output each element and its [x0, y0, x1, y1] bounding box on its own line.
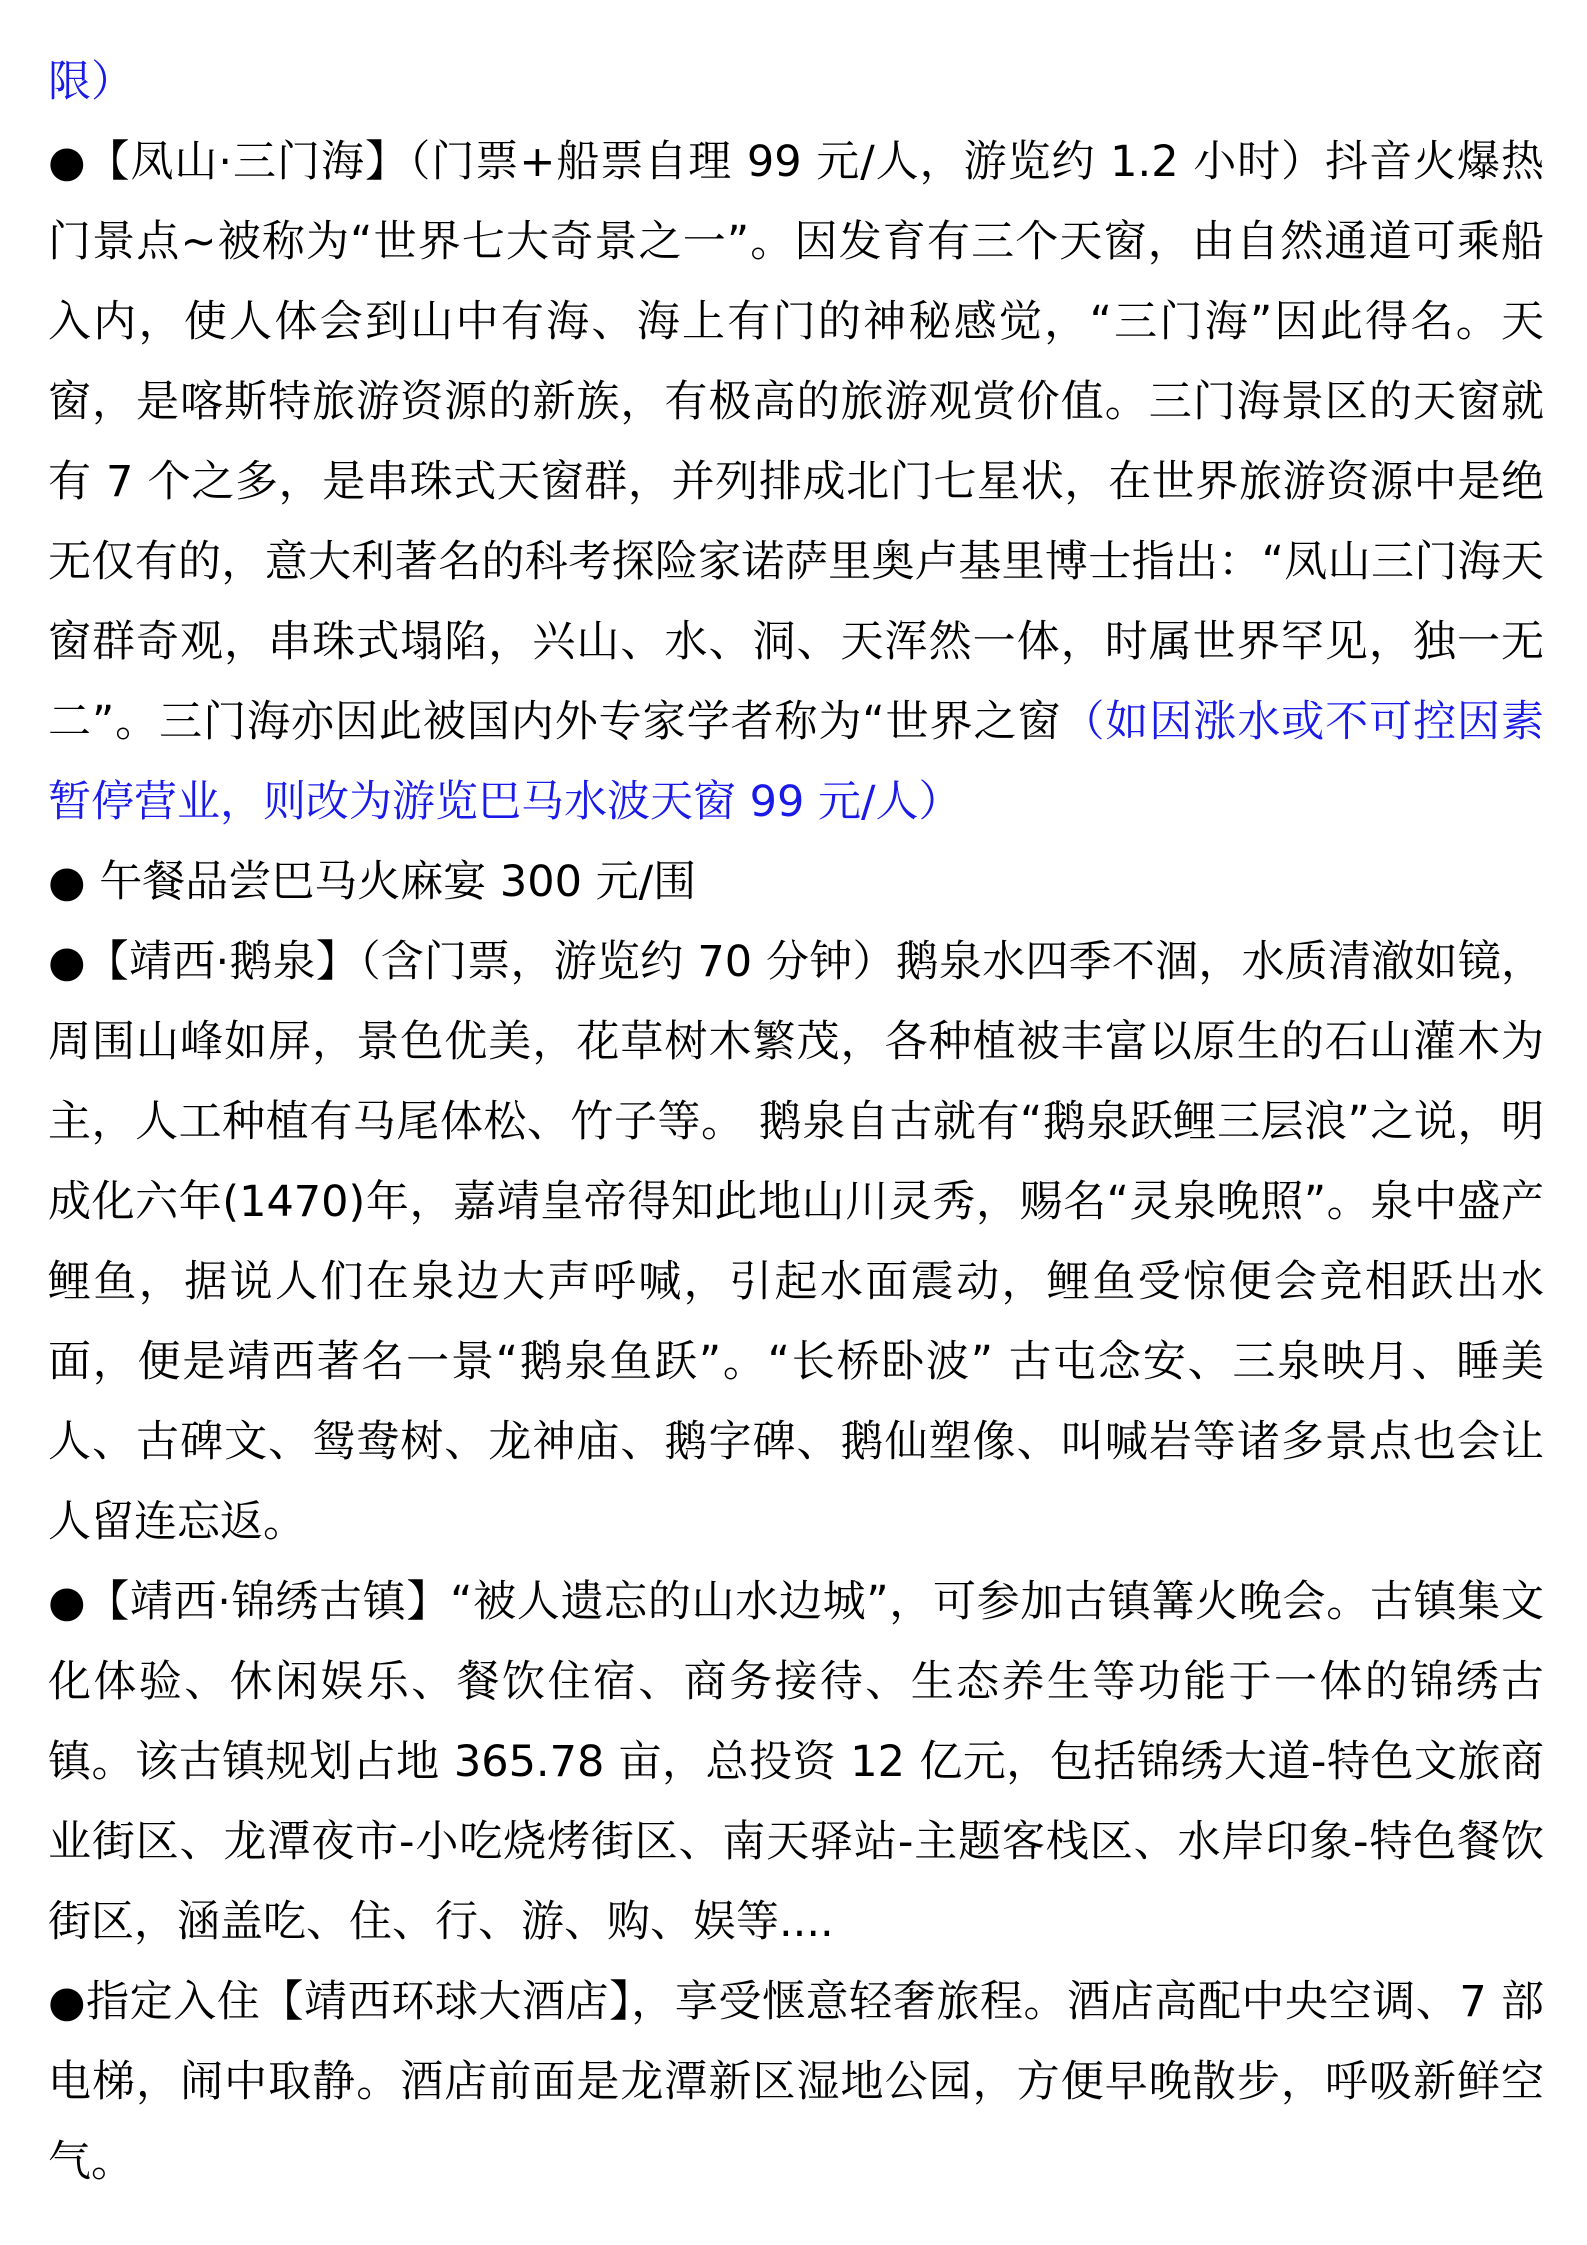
- equan-description: ●【靖西·鹅泉】（含门票，游览约 70 分钟）鹅泉水四季不涸，水质清澈如镜，周围山峰如屏，景色优美，花草树木繁茂，各种植被丰富以原生的石山灌木为主，人工种植有马尾体松、竹子等。 鹅泉自古就有“鹅泉跃鲤三层浪”之说，明成化六年(1470)年，嘉靖皇帝得知此地山川灵秀，赐名“灵泉晚照”。泉中盛产鲤鱼，据说人们在泉边大声呼喊，引起水面震动，鲤鱼受惊便会竞相跃出水面，便是靖西著名一景“鹅泉鱼跃”。“长桥卧波” 古屯念安、三泉映月、睡美人、古碑文、鸳鸯树、龙神庙、鹅字碑、鹅仙塑像、叫喊岩等诸多景点也会让人留连忘返。: [48, 937, 1544, 1547]
- paragraph-fengshan-sanmenhai: [48, 122, 1544, 842]
- sanmenhai-description: ●【凤山·三门海】（门票+船票自理 99 元/人，游览约 1.2 小时）抖音火爆热门景点~被称为“世界七大奇景之一”。因发育有三个天窗，由自然通道可乘船入内，使人体会到山中有海、海上有门的神秘感觉，“三门海”因此得名。天窗，是喀斯特旅游资源的新族，有极高的旅游观赏价值。三门海景区的天窗就有 7 个之多，是串珠式天窗群，并列排成北门七星状，在世界旅游资源中是绝无仅有的，意大利著名的科考探险家诺萨里奥卢基里博士指出：“凤山三门海天窗群奇观，串珠式塌陷，兴山、水、洞、天浑然一体，时属世界罕见，独一无二”。三门海亦因此被国内外专家学者称为“世界之窗: [48, 137, 1544, 747]
- lunch-description: ● 午餐品尝巴马火麻宴 300 元/围: [48, 857, 697, 907]
- note-continuation: 限）: [48, 57, 134, 107]
- sanmenhai-closure-note: （如因涨水或不可控因素暂停营业，则改为游览巴马水波天窗 99 元/人）: [48, 697, 1544, 827]
- paragraph-hotel: [48, 1962, 1544, 2202]
- itinerary-document: [48, 42, 1544, 2202]
- paragraph-lunch: [48, 842, 1544, 922]
- paragraph-jingxi-equan: [48, 922, 1544, 1562]
- ancient-town-description: ●【靖西·锦绣古镇】“被人遗忘的山水边城”，可参加古镇篝火晚会。古镇集文化体验、休闲娱乐、餐饮住宿、商务接待、生态养生等功能于一体的锦绣古镇。该古镇规划占地 365.78 亩，总投资 12 亿元，包括锦绣大道-特色文旅商业街区、龙潭夜市-小吃烧烤街区、南天驿站-主题客栈区、水岸印象-特色餐饮街区，涵盖吃、住、行、游、购、娱等....: [48, 1577, 1544, 1947]
- hotel-description: ●指定入住【靖西环球大酒店】，享受惬意轻奢旅程。酒店高配中央空调、7 部电梯，闹中取静。酒店前面是龙潭新区湿地公园，方便早晚散步，呼吸新鲜空气。: [48, 1977, 1544, 2187]
- paragraph-continuation: [48, 42, 1544, 122]
- paragraph-jinxiu-ancient-town: [48, 1562, 1544, 1962]
